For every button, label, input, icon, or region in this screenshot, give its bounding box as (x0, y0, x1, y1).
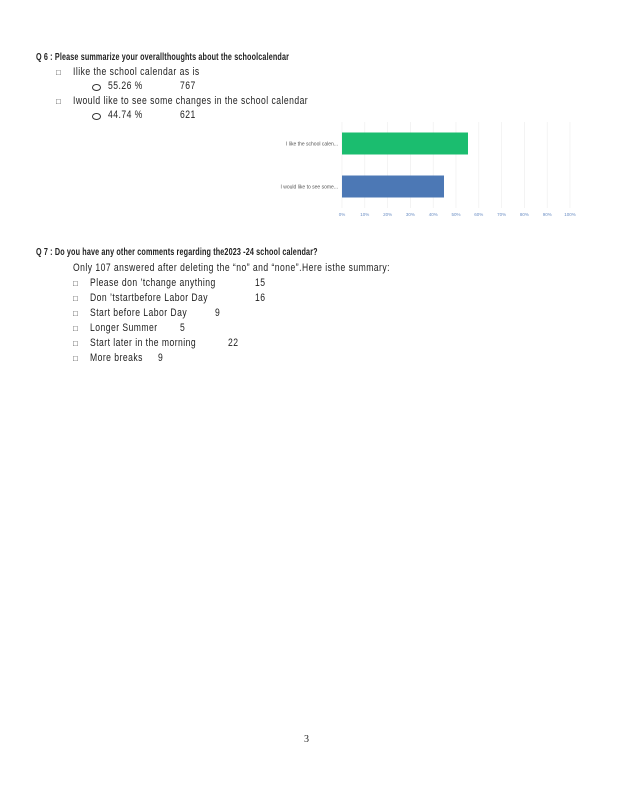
q6-bar-chart (280, 118, 580, 224)
q6-option-2-count: 621 (180, 109, 196, 121)
q7-item-6-count: 9 (158, 352, 164, 364)
q7-item-3-count: 9 (215, 307, 221, 319)
x-tick-label: 50% (451, 212, 461, 217)
q7-intro: Only 107 answered after deleting the “no” and “none”.Here isthe summary: (73, 262, 390, 274)
q6-option-1-percent: 55.26 % (108, 80, 143, 92)
bullet-square-icon: □ (73, 339, 78, 348)
q7-item-5-count: 22 (228, 337, 239, 349)
circle-bullet-icon (92, 84, 101, 91)
page-number: 3 (304, 734, 309, 745)
q6-option-1-label: Ilike the school calendar as is (73, 66, 200, 78)
bullet-square-icon: □ (73, 324, 78, 333)
q7-item-6-label: More breaks (90, 352, 143, 364)
x-tick-label: 100% (564, 212, 576, 217)
q7-item-1-count: 15 (255, 277, 266, 289)
q7-item-5-label: Start later in the morning (90, 337, 197, 349)
circle-bullet-icon (92, 113, 101, 120)
bullet-square-icon: □ (56, 97, 61, 106)
q7-heading: Q 7 : Do you have any other comments regarding the2023 -24 school calendar? (36, 247, 318, 258)
x-tick-label: 30% (405, 212, 415, 217)
bullet-square-icon: □ (73, 309, 78, 318)
x-tick-label: 60% (474, 212, 484, 217)
bar (342, 176, 444, 198)
bar (342, 133, 468, 155)
x-tick-label: 10% (360, 212, 370, 217)
x-tick-label: 40% (428, 212, 438, 217)
q6-option-2-percent: 44.74 % (108, 109, 143, 121)
category-label: I like the school calen... (286, 141, 338, 148)
q7-item-2-count: 16 (255, 292, 266, 304)
x-tick-label: 70% (497, 212, 507, 217)
x-tick-label: 80% (519, 212, 529, 217)
q7-item-3-label: Start before Labor Day (90, 307, 188, 319)
bullet-square-icon: □ (56, 68, 61, 77)
q6-option-2-label: Iwould like to see some changes in the school calendar (73, 95, 309, 107)
category-label: I would like to see some... (280, 184, 338, 191)
q6-option-1-count: 767 (180, 80, 196, 92)
x-tick-label: 90% (542, 212, 552, 217)
bullet-square-icon: □ (73, 294, 78, 303)
x-tick-label: 0% (338, 212, 346, 217)
bullet-square-icon: □ (73, 279, 78, 288)
q6-heading: Q 6 : Please summarize your overallthoughts about the schoolcalendar (36, 52, 290, 63)
q7-item-2-label: Don ’tstartbefore Labor Day (90, 292, 209, 304)
q7-item-4-label: Longer Summer (90, 322, 158, 334)
x-tick-label: 20% (383, 212, 393, 217)
bullet-square-icon: □ (73, 354, 78, 363)
q7-item-4-count: 5 (180, 322, 186, 334)
q7-item-1-label: Please don ’tchange anything (90, 277, 216, 289)
